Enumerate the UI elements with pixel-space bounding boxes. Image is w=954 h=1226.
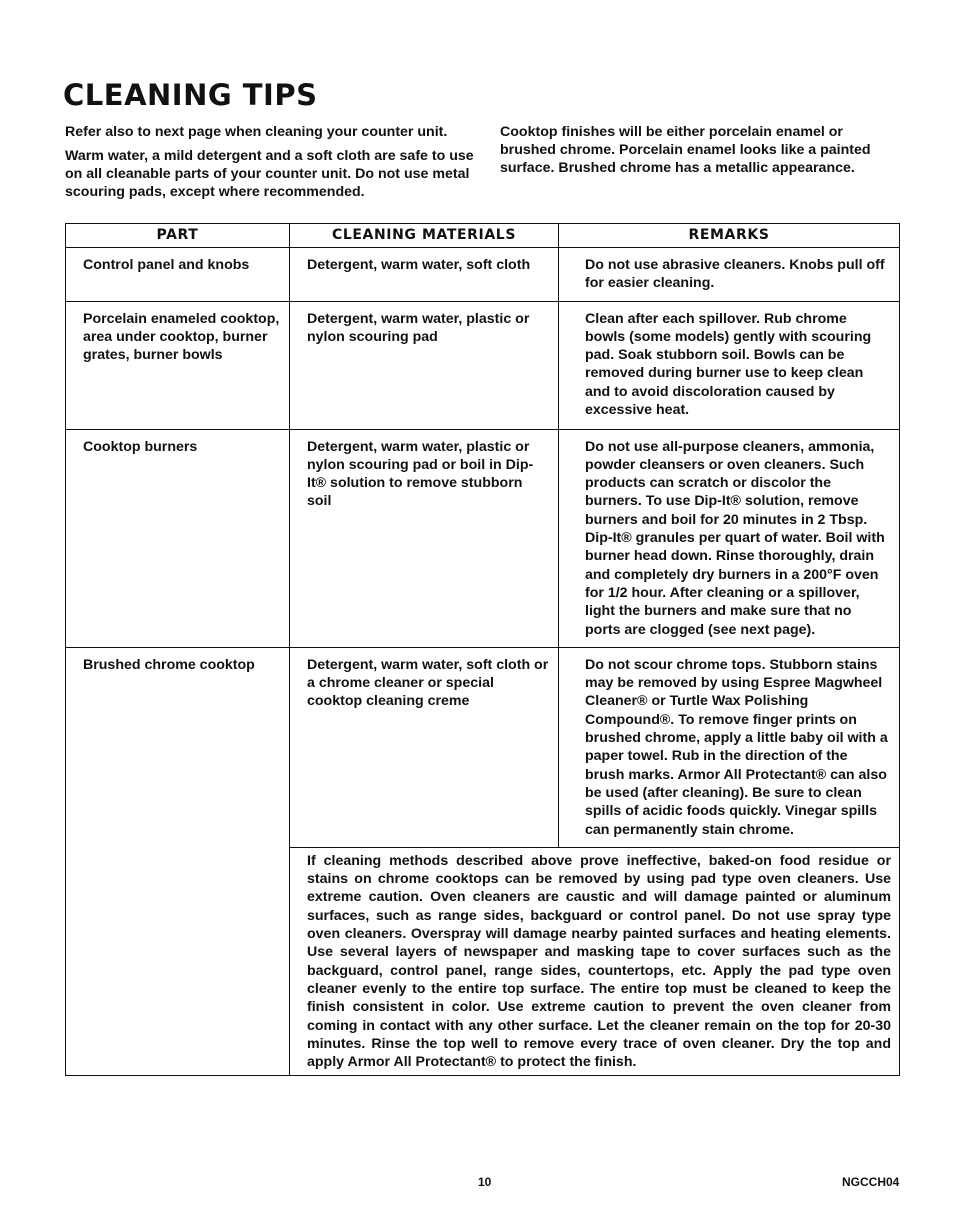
header-part: PART xyxy=(66,224,290,248)
header-cleaning-materials: CLEANING MATERIALS xyxy=(290,224,559,248)
intro-right xyxy=(500,123,900,183)
intro-finish-note: Cooktop finishes will be either porcelain enamel or brushed chrome. Porcelain enamel looks like a painted surface. Brushed chrome has a metallic appearance. xyxy=(500,124,871,176)
table-header-row xyxy=(66,224,900,248)
table-row xyxy=(66,301,900,429)
table-row xyxy=(66,647,900,847)
remarks-cell: Clean after each spillover. Rub chrome bowls (some models) gently with scouring pad. Soak stubborn soil. Bowls can be removed during burner use to keep clean and to avoid discoloration caused by excessive heat. xyxy=(559,301,900,429)
materials-cell: Detergent, warm water, plastic or nylon scouring pad or boil in Dip-It® solution to remove stubborn soil xyxy=(290,429,559,647)
materials-cell: Detergent, warm water, soft cloth or a chrome cleaner or special cooktop cleaning creme xyxy=(290,647,559,847)
header-remarks: REMARKS xyxy=(559,224,900,248)
part-cell: Cooktop burners xyxy=(66,429,290,647)
remarks-cell: Do not use all-purpose cleaners, ammonia, powder cleansers or oven cleaners. Such products can scratch or discolor the burners. To use Dip-It® solution, remove burners and boil for 20 minutes in 2 Tbsp. Dip-It® granules per quart of water. Boil with burner head down. Rinse thoroughly, drain and completely dry burners in a 200°F oven for 1/2 hour. After cleaning or a spillover, light the burners and make sure that no ports are clogged (see next page). xyxy=(559,429,900,647)
part-cell: Brushed chrome cooktop xyxy=(66,647,290,1076)
materials-cell: Detergent, warm water, soft cloth xyxy=(290,248,559,302)
part-cell: Porcelain enameled cooktop, area under cooktop, burner grates, burner bowls xyxy=(66,301,290,429)
chrome-oven-cleaner-note: If cleaning methods described above prove ineffective, baked-on food residue or stains on chrome cooktops can be removed by using pad type oven cleaners. Use extreme caution. Oven cleaners are caustic and will damage painted or aluminum surfaces, such as range sides, backguard or control panel. Do not use spray type oven cleaners. Overspray will damage nearby painted surfaces and heating elements. Use several layers of newspaper and masking tape to cover surfaces such as the backguard, control panel, range sides, countertops, etc. Apply the pad type oven cleaner evenly to the entire top surface. The entire top must be cleaned to keep the finish consistent in color. Use extreme caution to prevent the oven cleaner from coming in contact with any other surface. Let the cleaner remain on the top for 20-30 minutes. Rinse the top well to remove every trace of oven cleaner. Dry the top and apply Armor All Protectant® to protect the finish. xyxy=(290,847,900,1076)
part-cell: Control panel and knobs xyxy=(66,248,290,302)
intro-reference-note: Refer also to next page when cleaning your counter unit. xyxy=(65,124,448,140)
page-title: CLEANING TIPS xyxy=(63,78,318,112)
intro-left xyxy=(65,123,475,207)
remarks-cell: Do not use abrasive cleaners. Knobs pull off for easier cleaning. xyxy=(559,248,900,302)
document-code: NGCCH04 xyxy=(842,1175,900,1189)
table-row xyxy=(66,248,900,302)
page-number: 10 xyxy=(478,1175,492,1189)
cleaning-tips-table xyxy=(65,223,900,1076)
materials-cell: Detergent, warm water, plastic or nylon scouring pad xyxy=(290,301,559,429)
intro-safety-note: Warm water, a mild detergent and a soft cloth are safe to use on all cleanable parts of your counter unit. Do not use metal scouring pads, except where recommended. xyxy=(65,148,474,200)
table-row xyxy=(66,429,900,647)
remarks-cell: Do not scour chrome tops. Stubborn stains may be removed by using Espree Magwheel Cleaner® or Turtle Wax Polishing Compound®. To remove finger prints on brushed chrome, apply a little baby oil with a paper towel. Rub in the direction of the brush marks. Armor All Protectant® can also be used (after cleaning). Be sure to clean spills of acidic foods quickly. Vinegar spills can permanently stain chrome. xyxy=(559,647,900,847)
